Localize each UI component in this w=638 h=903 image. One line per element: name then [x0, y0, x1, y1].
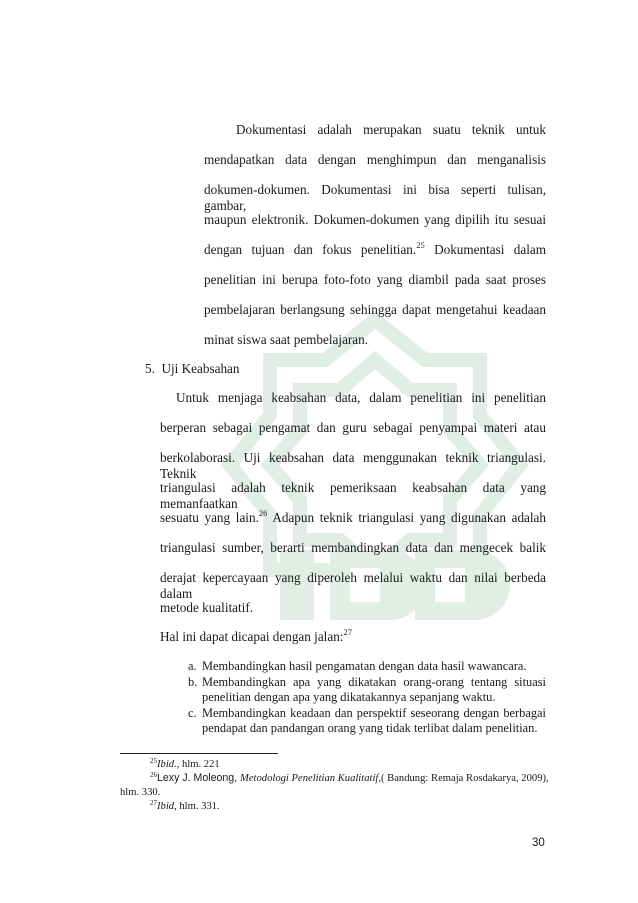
para2-line-8: metode kualitatif.: [160, 600, 254, 615]
para1-line-5: dengan tujuan dan fokus penelitian.$^{25}$ Dokumentasi dalam: [204, 240, 547, 257]
footnote-27: $^{27}$Ibid, hlm. 331.: [150, 799, 220, 812]
para2-line-5: sesuatu yang lain.$^{26}$ Adapun teknik triangulasi yang digunakan adalah: [160, 508, 547, 525]
para2-line-6: triangulasi sumber, berarti membandingkan data dan mengecek balik: [160, 540, 546, 555]
footnote-ref-25[interactable]: 25: [416, 240, 425, 250]
footnote-ref-27[interactable]: 27: [343, 627, 352, 637]
para2-line-3: berkolaborasi. Uji keabsahan data menggunakan teknik triangulasi. Teknik: [160, 450, 546, 481]
footnote-ref-26[interactable]: 26: [258, 508, 268, 518]
footnote-separator: [120, 753, 278, 754]
footnote-25: $^{25}$Ibid., hlm. 221: [150, 757, 220, 770]
list-item-text: Membandingkan apa yang dikatakan orang-orang tentang situasi penelitian dengan apa yang dikatakannya sepanjang waktu.: [202, 674, 546, 704]
list-item: [188, 706, 546, 737]
method-list: [188, 659, 546, 737]
para3-line: Hal ini dapat dicapai dengan jalan:$^{27}$: [160, 627, 352, 644]
list-item: [188, 675, 546, 706]
list-marker: b.: [188, 674, 198, 689]
para2-line-7: derajat kepercayaan yang diperoleh melalui waktu dan nilai berbeda dalam: [160, 570, 546, 601]
list-item-text: Membandingkan hasil pengamatan dengan data hasil wawancara.: [202, 659, 527, 673]
footnote-26: $^{26}$Lexy J. Moleong, Metodologi Penelitian Kualitatif,( Bandung: Remaja Rosdakarya, 2009),: [150, 771, 549, 784]
para2-line-4: triangulasi adalah teknik pemeriksaan keabsahan data yang memanfaatkan: [160, 480, 546, 511]
para1-line-6: penelitian ini berupa foto-foto yang diambil pada saat proses: [204, 272, 546, 287]
para1-line-4: maupun elektronik. Dokumen-dokumen yang dipilih itu sesuai: [204, 212, 546, 227]
section-heading: [145, 361, 239, 377]
para2-line-2: berperan sebagai pengamat dan guru sebagai penyampai materi atau: [160, 420, 546, 435]
section-number: 5.: [145, 361, 155, 376]
para2-line-1: Untuk menjaga keabsahan data, dalam penelitian ini penelitian: [176, 390, 546, 405]
para1-line-1: Dokumentasi adalah merupakan suatu teknik untuk: [236, 122, 546, 137]
para1-line-2: mendapatkan data dengan menghimpun dan menganalisis: [204, 152, 546, 167]
para1-line-8: minat siswa saat pembelajaran.: [204, 332, 369, 347]
section-title: Uji Keabsahan: [161, 361, 240, 376]
list-item-text: Membandingkan keadaan dan perspektif seseorang dengan berbagai pendapat dan pandangan orang yang tidak terlibat dalam penelitian.: [202, 705, 546, 735]
list-item: [188, 659, 546, 675]
para1-line-7: pembelajaran berlangsung sehingga dapat mengetahui keadaan: [204, 302, 546, 317]
list-marker: c.: [188, 705, 197, 720]
page-number: 30: [532, 837, 545, 849]
footnote-26-continuation: hlm. 330.: [120, 787, 161, 798]
para1-line-3: dokumen-dokumen. Dokumentasi ini bisa seperti tulisan, gambar,: [204, 182, 546, 213]
list-marker: a.: [188, 659, 197, 673]
